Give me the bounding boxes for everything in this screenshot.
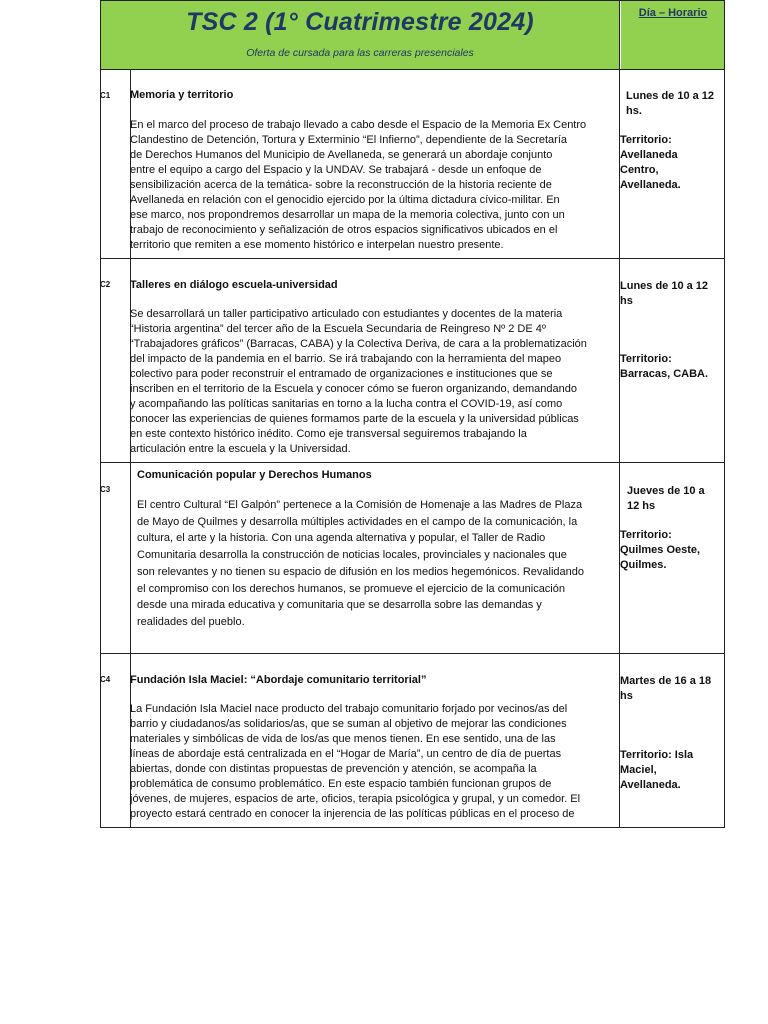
course-code: C3: [100, 485, 111, 494]
table-border-bottom: [100, 827, 725, 828]
page-subtitle: Oferta de cursada para las carreras presenciales: [246, 47, 474, 59]
course-territory: Territorio: Quilmes Oeste, Quilmes.: [620, 529, 701, 571]
course-title: Comunicación popular y Derechos Humanos: [137, 469, 372, 481]
course-code: C2: [100, 280, 111, 289]
course-schedule: Lunes de 10 a 12 hs: [620, 280, 709, 307]
page-title: TSC 2 (1° Cuatrimestre 2024): [186, 8, 534, 36]
table-border-left: [100, 0, 101, 828]
course-code: C1: [100, 91, 111, 100]
table-divider: [100, 258, 725, 259]
table-border-top: [100, 0, 725, 1]
course-description: En el marco del proceso de trabajo llevado a cabo desde el Espacio de la Memoria Ex Centro Clandestino de Detención, Tortura y Exterminio “El Infierno”, dependiente de la Secretaría de Derechos Humanos del Municipio de Avellaneda, se generará un abordaje conjunto entre el equipo a cargo del Espacio y la UNDAV. Se trabajará - desde un enfoque de sensibilización acerca de la temática- sobre la reconstrucción de la historia reciente de Avellaneda en relación con el genocidio ejercido por la última dictadura cívico-militar. En ese marco, nos propondremos desarrollar un mapa de la memoria colectiva, junto con un trabajo de reconocimiento y señalización de otros espacios significativos ubicados en el territorio que remiten a ese momento histórico e interpelan nuestro presente.: [130, 119, 587, 251]
course-territory: Territorio: Barracas, CABA.: [620, 353, 709, 380]
course-territory: Territorio: Isla Maciel, Avellaneda.: [620, 749, 694, 791]
course-schedule: Jueves de 10 a 12 hs: [627, 485, 705, 512]
course-title: Fundación Isla Maciel: “Abordaje comunitario territorial”: [130, 674, 427, 686]
course-territory: Territorio: Avellaneda Centro, Avellaneda.: [620, 134, 681, 191]
course-title: Memoria y territorio: [130, 89, 234, 101]
course-schedule: Martes de 16 a 18 hs: [620, 675, 712, 702]
table-divider: [100, 653, 725, 654]
table-border-right: [724, 0, 725, 828]
course-description: El centro Cultural “El Galpón” pertenece a la Comisión de Homenaje a las Madres de Plaza de Mayo de Quilmes y desarrolla múltiples actividades en el campo de la comunicación, la cultura, el arte y la historia. Con una agenda alternativa y popular, el Taller de Radio Comunitaria desarrolla la construcción de noticias locales, provinciales y nacionales que son relevantes y no tienen su espacio de difusión en los medios hegemónicos. Revalidando el compromiso con los derechos humanos, se promueve el ejercicio de la comunicación desde una mirada educativa y comunitaria que se desarrolla sobre las demandas y realidades del pueblo.: [137, 499, 585, 628]
course-description: Se desarrollará un taller participativo articulado con estudiantes y docentes de la materia “Historia argentina” del tercer año de la Escuela Secundaria de Reingreso Nº 2 DE 4º “Trabajadores gráficos” (Barracas, CABA) y la Colectiva Deriva, de cara a la problematización del impacto de la pandemia en el barrio. Se irá trabajando con la herramienta del mapeo colectivo para poder reconstruir el entramado de organizaciones e instituciones que se inscriben en el territorio de la Escuela y conocer cómo se fueron organizando, demandando y acompañando las políticas sanitarias en torno a la lucha contra el COVID-19, así como conocer las experiencias de quienes formamos parte de la escuela y la universidad públicas en este contexto histórico inédito. Como eje transversal seguiremos trabajando la articulación entre la escuela y la Universidad.: [130, 308, 587, 455]
course-schedule: Lunes de 10 a 12 hs.: [626, 90, 715, 117]
course-title: Talleres en diálogo escuela-universidad: [130, 279, 338, 291]
table-divider: [100, 462, 725, 463]
course-description: La Fundación Isla Maciel nace producto del trabajo comunitario forjado por vecinos/as del barrio y ciudadanos/as solidarios/as, que se suman al objetivo de mejorar las condiciones materiales y simbólicas de vida de los/as que menos tienen. En ese sentido, una de las líneas de abordaje está centralizada en el “Hogar de María”, un centro de día de puertas abiertas, donde con distintas propuestas de prevención y atención, se acompaña la problemática de consumo problemático. En este espacio también funcionan grupos de jóvenes, de mujeres, espacios de arte, oficios, terapia psicológica y grupal, y un comedor. El proyecto estará centrado en conocer la injerencia de las políticas públicas en el proceso de: [130, 703, 581, 820]
day-time-header: Día – Horario: [638, 7, 708, 19]
course-code: C4: [100, 675, 111, 684]
table-divider: [100, 69, 725, 70]
